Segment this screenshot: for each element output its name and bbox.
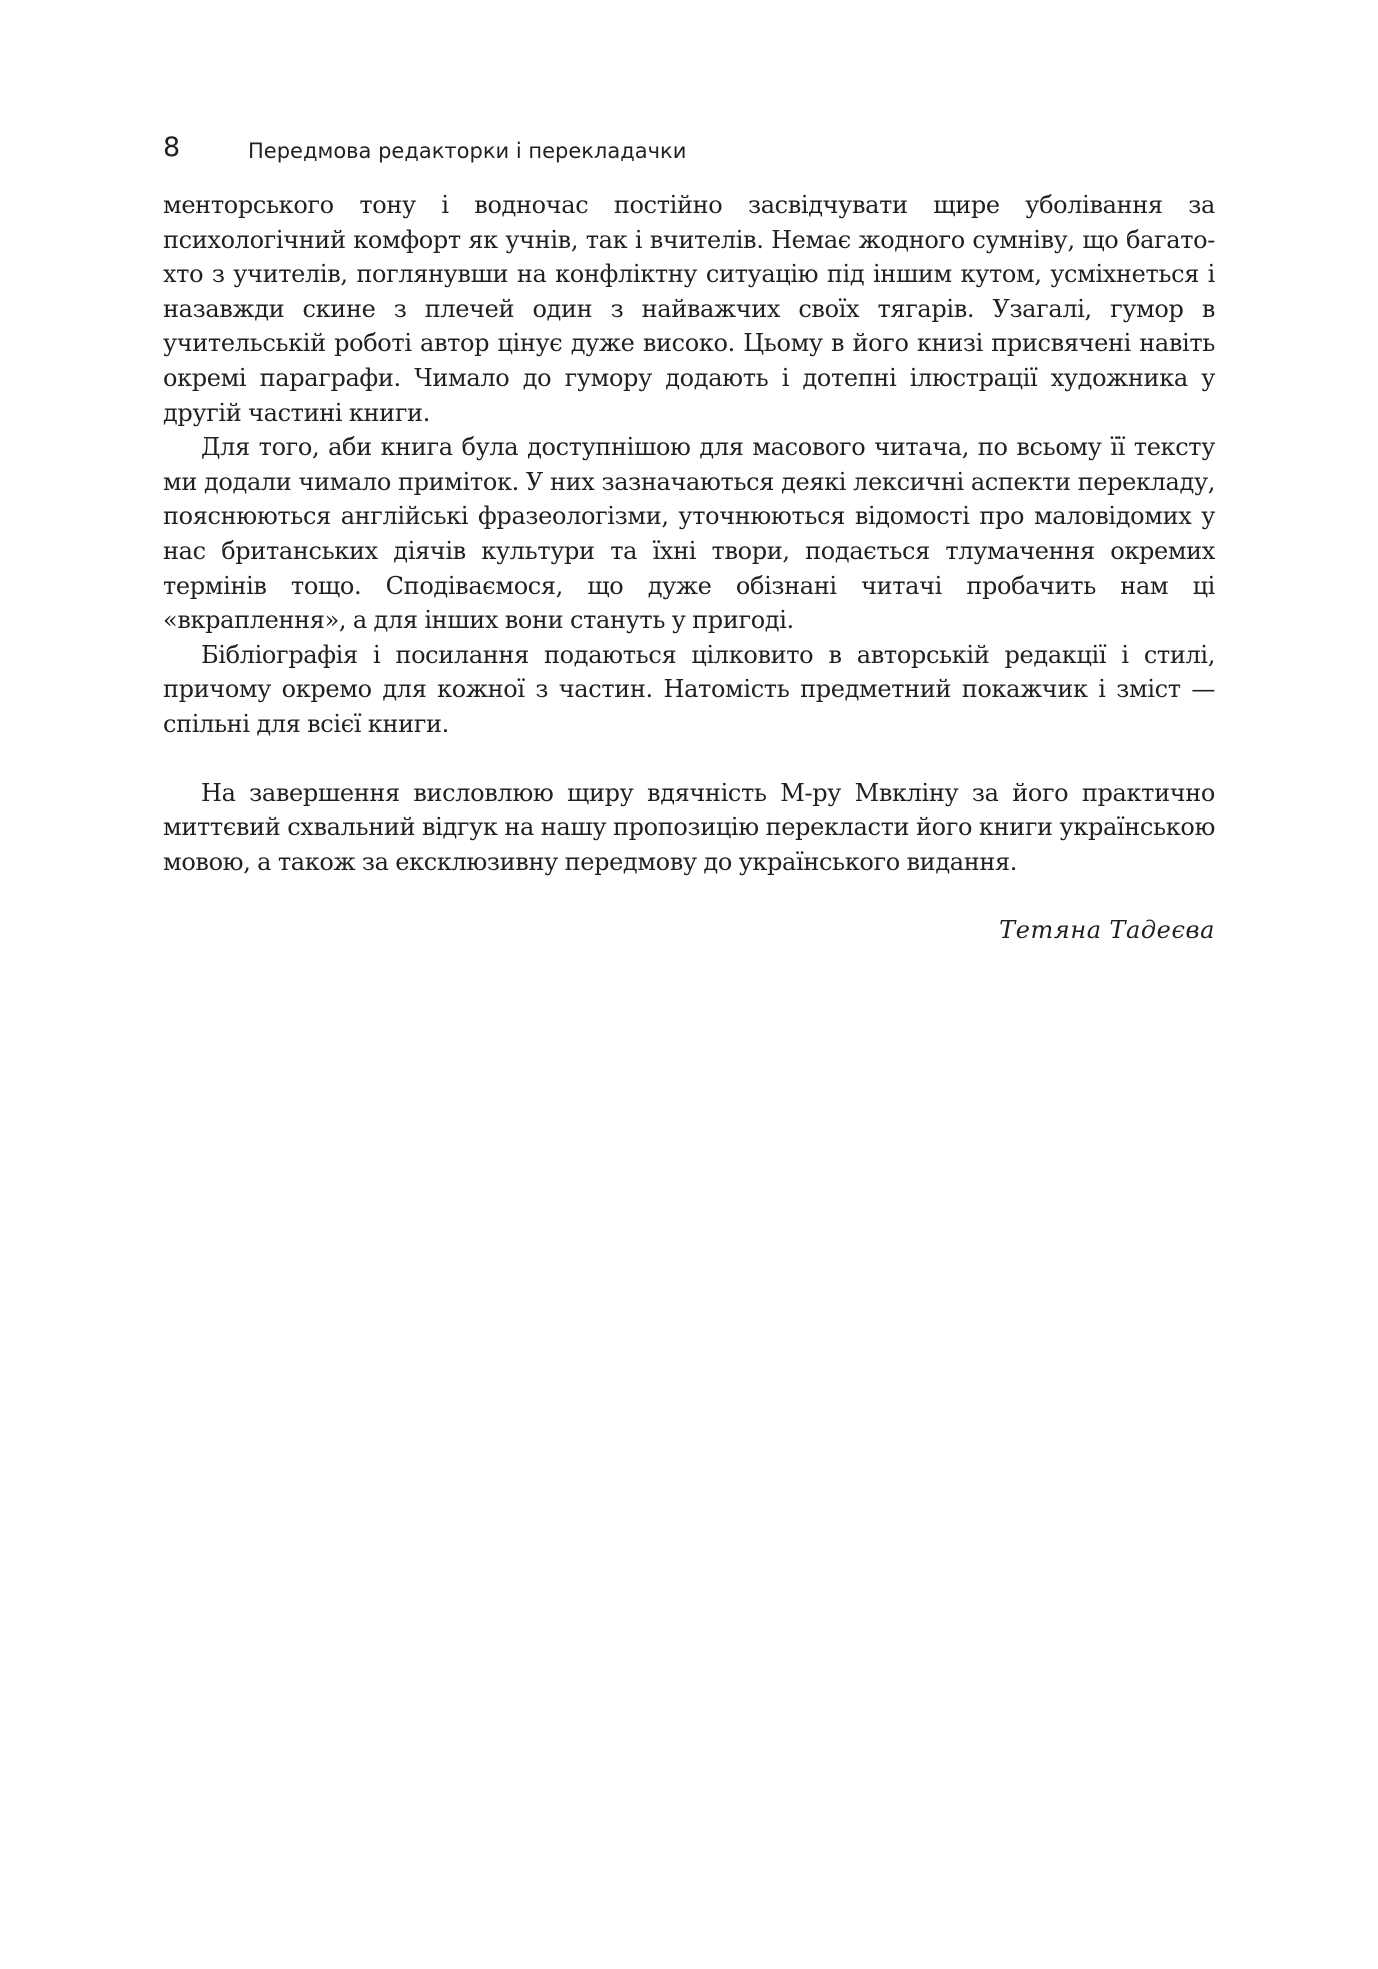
- paragraph-notes: Для того, аби книга була доступнішою для масового читача, по всьому її тексту ми додали чимало приміток. У них зазначаються деякі лексичні аспекти перекладу, пояснюються англійські фразеологізми, уточнюються відомості про маловідомих у нас британських діячів культури та їхні твори, подається тлумачення окремих термінів тощо. Сподіваємося, що дуже обізнані читачі пробачить нам ці «вкраплення», а для інших вони стануть у пригоді.: [163, 433, 1215, 635]
- running-head-title: Передмова редакторки і перекладачки: [248, 139, 687, 163]
- page-number: 8: [163, 132, 181, 163]
- author-signature: Тетяна Тадеєва: [999, 916, 1215, 945]
- paragraph-continued: менторського тону і водночас постійно засвідчувати щире уболівання за психологічний комфорт як учнів, так і вчителів. Немає жодного сумніву, що багато-хто з учителів, поглянувши на конфліктну ситуацію під іншим кутом, усміхнеться і назавжди скине з плечей один з найважчих своїх тягарів. Узагалі, гумор в учительській роботі автор цінує дуже високо. Цьому в його книзі присвячені навіть окремі параграфи. Чимало до гумору додають і дотепні ілюстрації художника у другій частині книги.: [163, 191, 1215, 427]
- running-head: [163, 130, 1213, 170]
- paragraph-acknowledgement: На завершення висловлюю щиру вдячність М-ру Мвкліну за його практично миттєвий схвальний відгук на нашу пропозицію перекласти його книги українською мовою, а також за ексклюзивну передмову до українського видання.: [163, 778, 1215, 876]
- body-text: [163, 188, 1215, 948]
- paragraph-bibliography: Бібліографія і посилання подаються цілковито в авторській редакції і стилі, причому окремо для кожної з частин. Натомість предметний покажчик і зміст — спільні для всієї книги.: [163, 640, 1215, 738]
